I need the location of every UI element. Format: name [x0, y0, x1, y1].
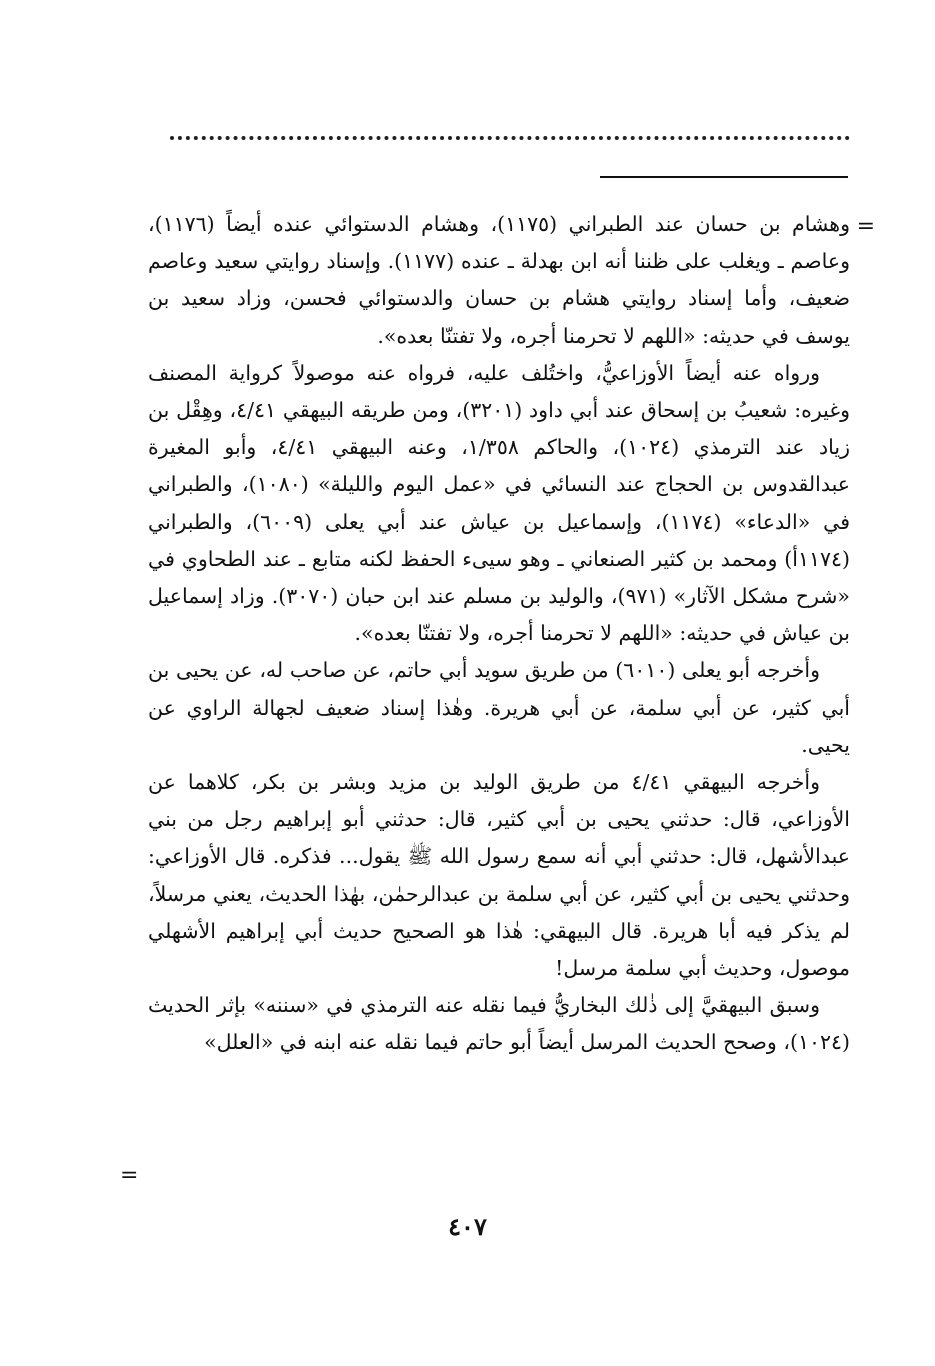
- dotted-separator: [170, 136, 850, 140]
- footnote-rule: [600, 176, 848, 178]
- continuation-marker-bottom: =: [120, 1163, 139, 1188]
- paragraph: وهشام بن حسان عند الطبراني (١١٧٥)، وهشام الدستوائي عنده أيضاً (١١٧٦)، وعاصم ـ ويغلب على ظننا أنه ابن بهدلة ـ عنده (١١٧٧). وإسناد روايتي سعيد وعاصم ضعيف، وأما إسناد روايتي هشام بن حسان والدستوائي فحسن، وزاد سعيد بن يوسف في حديثه: «اللهم لا تحرمنا أجره، ولا تفتنّا بعده».: [148, 212, 850, 348]
- paragraph: ورواه عنه أيضاً الأوزاعيُّ، واختُلف عليه، فرواه عنه موصولاً كرواية المصنف وغيره: شعيبُ بن إسحاق عند أبي داود (٣٢٠١)، ومن طريقه البيهقي ٤/٤١، وهِقْل بن زياد عند الترمذي (١٠٢٤)، والحاكم ١/٣٥٨، وعنه البيهقي ٤/٤١، وأبو المغيرة عبدالقدوس بن الحجاج عند النسائي في «عمل اليوم والليلة» (١٠٨٠)، والطبراني في «الدعاء» (١١٧٤)، وإسماعيل بن عياش عند أبي يعلى (٦٠٠٩)، والطبراني (١١٧٤أ) ومحمد بن كثير الصنعاني ـ وهو سيىء الحفظ لكنه متابع ـ عند الطحاوي في «شرح مشكل الآثار» (٩٧١)، والوليد بن مسلم عند ابن حبان (٣٠٧٠). وزاد إسماعيل بن عياش في حديثه: «اللهم لا تحرمنا أجره، ولا تفتنّا بعده».: [148, 360, 850, 646]
- paragraph: وأخرجه البيهقي ٤/٤١ من طريق الوليد بن مزيد وبشر بن بكر، كلاهما عن الأوزاعي، قال: حدثني يحيى بن أبي كثير، قال: حدثني أبو إبراهيم رجل من بني عبدالأشهل، قال: حدثني أبي أنه سمع رسول الله ﷺ يقول... فذكره. قال الأوزاعي: وحدثني يحيى بن أبي كثير، عن أبي سلمة بن عبدالرحمٰن، بهٰذا الحديث، يعني مرسلاً، لم يذكر فيه أبا هريرة. قال البيهقي: هٰذا هو الصحيح حديث أبي إبراهيم الأشهلي موصول، وحديث أبي سلمة مرسل!: [148, 770, 850, 981]
- paragraph: وأخرجه أبو يعلى (٦٠١٠) من طريق سويد أبي حاتم، عن صاحب له، عن يحيى بن أبي كثير، عن أبي سلمة، عن أبي هريرة. وهٰذا إسناد ضعيف لجهالة الراوي عن يحيى.: [148, 658, 850, 757]
- page-number: ٤٠٧: [448, 1212, 487, 1241]
- paragraph: وسبق البيهقيَّ إلى ذٰلك البخاريُّ فيما نقله عنه الترمذي في «سننه» بإثر الحديث (١٠٢٤)، وصحح الحديث المرسل أيضاً أبو حاتم فيما نقله عنه ابنه في «العلل»: [148, 993, 850, 1055]
- continuation-marker-top: =: [856, 214, 875, 239]
- footnote-text: [148, 206, 850, 1062]
